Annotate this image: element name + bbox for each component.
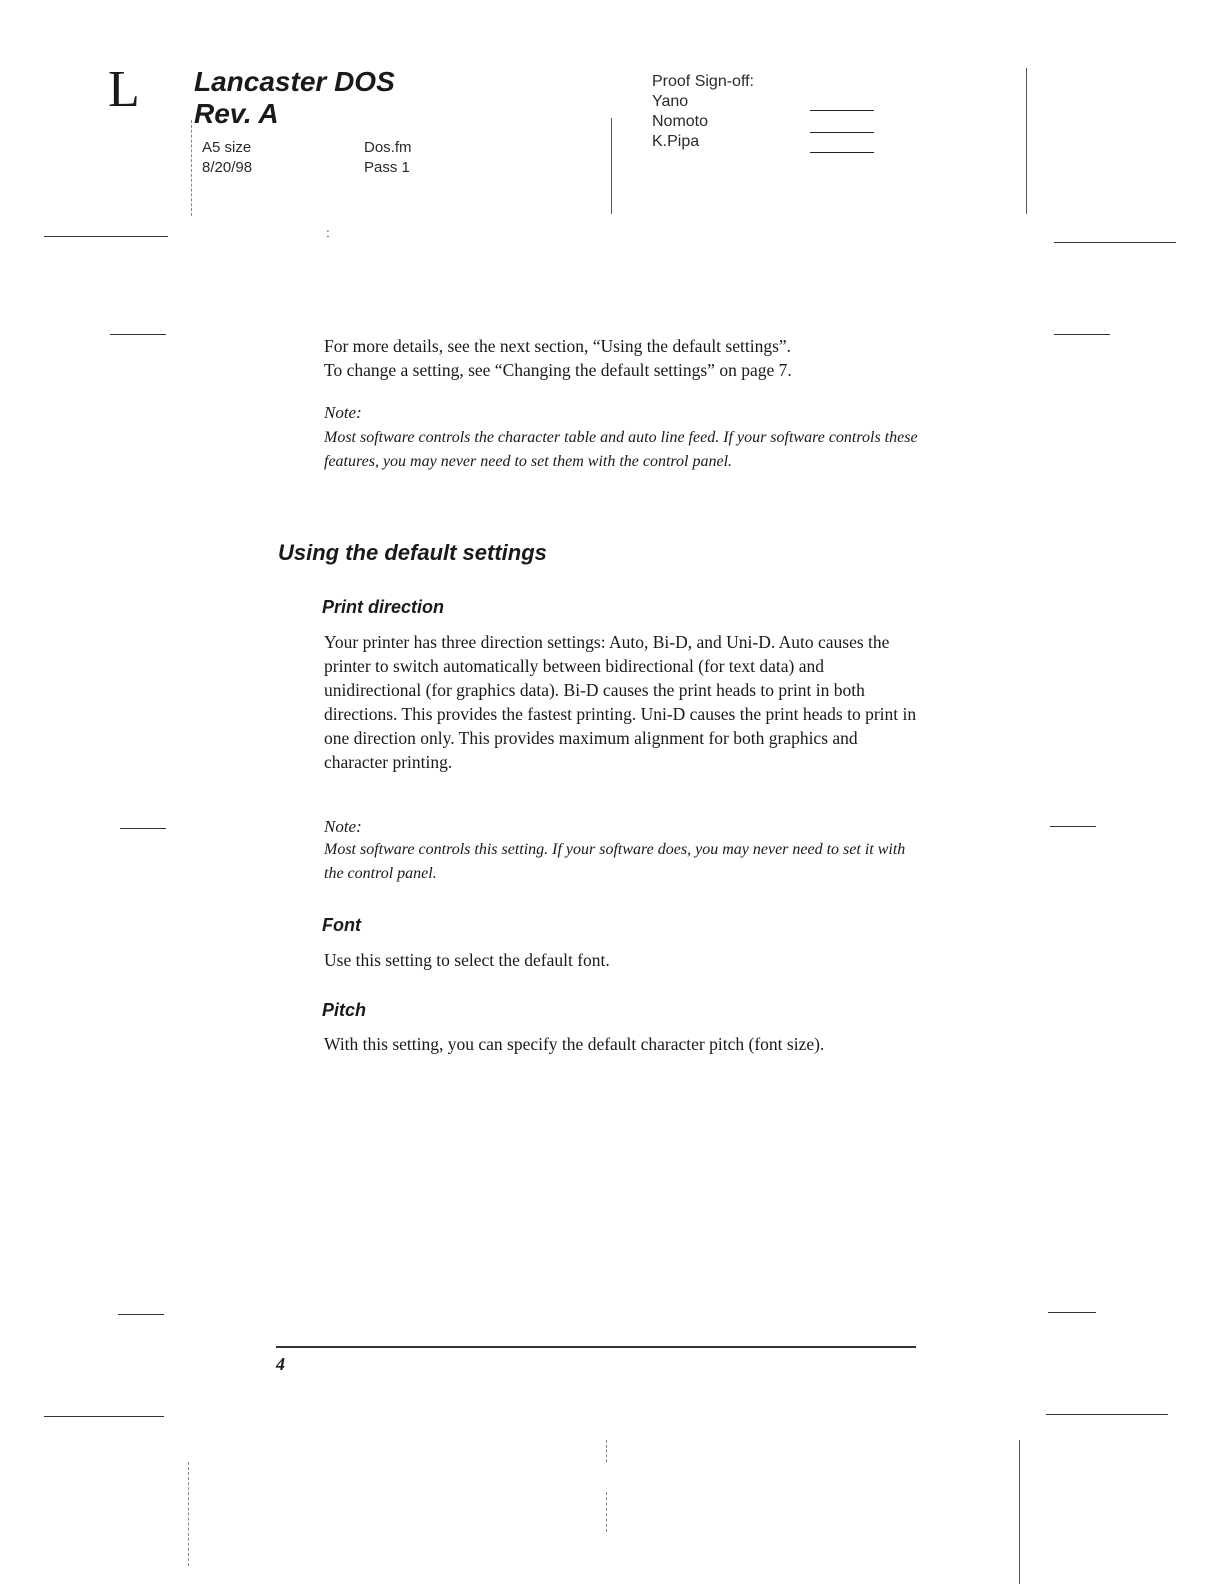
note-text: Most software controls this setting. If your software does, you may never need to set it with the control panel. [324, 841, 906, 882]
signature-line [810, 110, 874, 111]
proof-name: Nomoto [652, 113, 709, 130]
crop-mark [1050, 826, 1096, 827]
doc-pass: Pass 1 [364, 159, 410, 176]
doc-title-line1: Lancaster DOS [194, 66, 395, 97]
subsection-heading-font: Font [322, 915, 361, 935]
crop-mark [191, 120, 192, 216]
note-text: Most software controls the character table and auto line feed. If your software controls these features, you may never need to set them with the control panel. [324, 429, 918, 470]
crop-mark [110, 334, 166, 335]
crop-mark [1054, 242, 1176, 243]
crop-mark [1046, 1414, 1168, 1415]
crop-mark [44, 1416, 164, 1417]
doc-meta-right [364, 138, 412, 178]
doc-file: Dos.fm [364, 139, 412, 156]
footer-rule [276, 1346, 916, 1348]
crop-mark [118, 1314, 164, 1315]
note-label: Note: [324, 403, 362, 422]
corner-letter: L [108, 61, 140, 118]
crop-mark [606, 1440, 607, 1462]
stray-mark: ː [326, 226, 330, 241]
section-heading: Using the default settings [278, 540, 547, 565]
proof-signoff [652, 72, 754, 152]
doc-title-line2: Rev. A [194, 98, 279, 129]
crop-mark [1019, 1440, 1020, 1584]
crop-mark [120, 828, 166, 829]
intro-line: To change a setting, see “Changing the default settings” on page 7. [324, 360, 792, 380]
crop-mark [188, 1462, 189, 1566]
intro-line: For more details, see the next section, “Using the default settings”. [324, 336, 792, 356]
print-direction-body: Your printer has three direction settings: Auto, Bi-D, and Uni-D. Auto causes the printer to switch automatically between bidirectional (for text data) and unidirectional (for graphics data). Bi-D causes the print heads to print in both directions. This provides the fastest printing. Uni-D causes the print heads to print in one direction only. This provides maximum alignment for both graphics and character printing. [324, 632, 917, 772]
note-label: Note: [324, 817, 362, 836]
signature-line [810, 132, 874, 133]
font-body: Use this setting to select the default font. [324, 950, 610, 970]
crop-mark [1026, 68, 1027, 214]
doc-meta-left [202, 138, 252, 178]
doc-size: A5 size [202, 139, 252, 156]
intro-paragraph [324, 334, 924, 382]
crop-mark [1048, 1312, 1096, 1313]
proof-label: Proof Sign-off: [652, 73, 754, 90]
proof-name: Yano [652, 93, 689, 110]
doc-date: 8/20/98 [202, 159, 253, 176]
subsection-heading-print-direction: Print direction [322, 597, 445, 617]
crop-mark [44, 236, 168, 237]
signature-line [810, 152, 874, 153]
pitch-body: With this setting, you can specify the default character pitch (font size). [324, 1034, 825, 1054]
header-divider [611, 118, 612, 214]
proof-name: K.Pipa [652, 133, 700, 150]
crop-mark [1054, 334, 1110, 335]
subsection-heading-pitch: Pitch [322, 1000, 367, 1020]
page-number: 4 [276, 1354, 285, 1374]
crop-mark [606, 1492, 607, 1532]
doc-title [194, 66, 395, 130]
